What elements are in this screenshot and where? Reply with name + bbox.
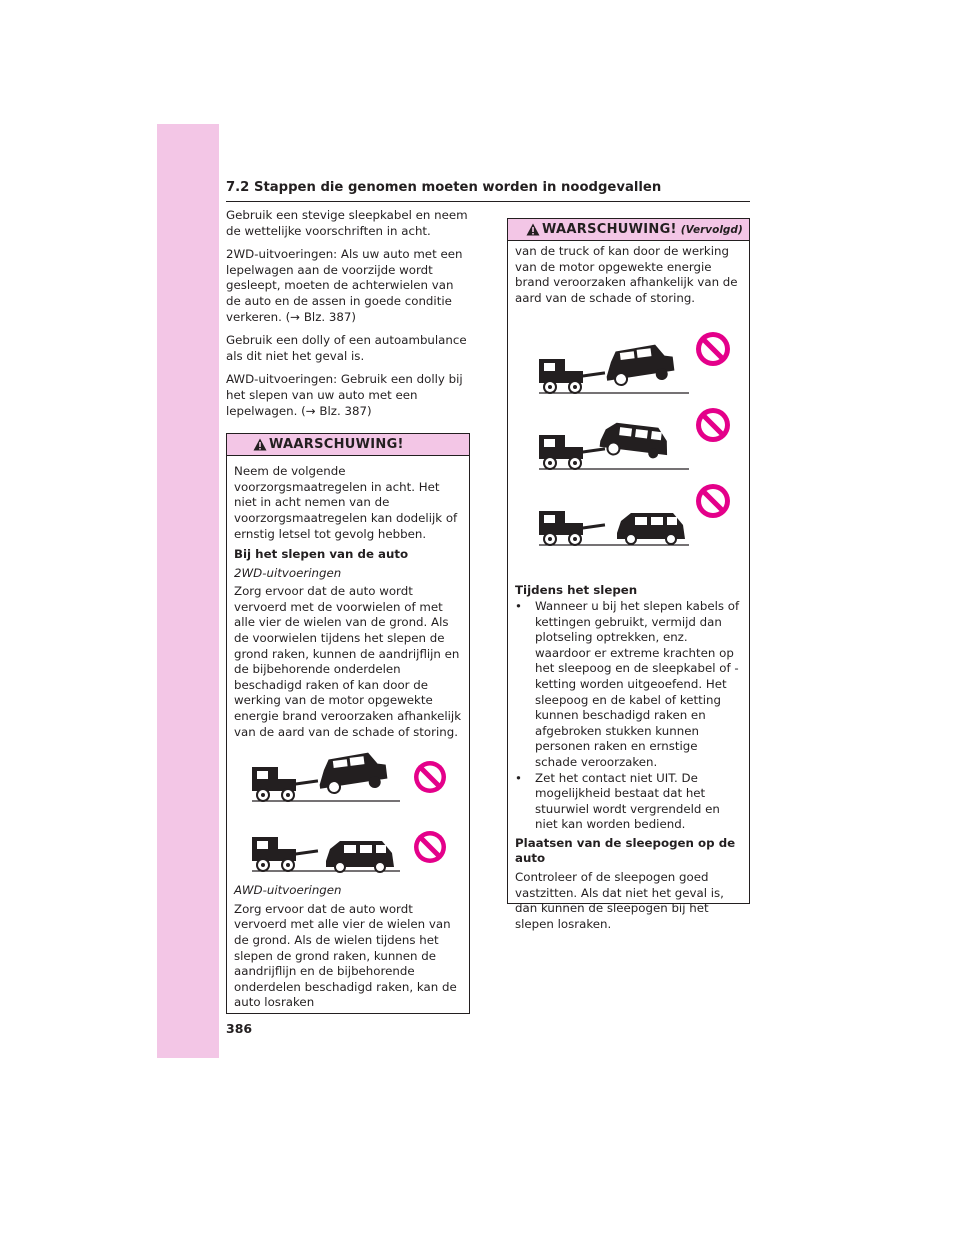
warning-body xyxy=(227,456,469,1020)
subheading-during-towing: Tijdens het slepen xyxy=(515,583,638,598)
subheading-towing-hooks: Plaatsen van de sleepogen op de auto xyxy=(515,835,736,866)
tow-truck-illustration-awd xyxy=(515,309,744,583)
text-awd: Zorg ervoor dat de auto wordt vervoerd met alle vier de wielen van de grond. Als de wielen tijdens het slepen de grond raken, kunnen de aandrijflijn en de bijbehorende onderdelen beschadigd raken, kan de auto losraken xyxy=(234,901,457,1010)
warning-title: WAARSCHUWING! xyxy=(269,437,404,453)
paragraph-2wd: 2WD-uitvoeringen: Als uw auto met een lepelwagen aan de voorzijde wordt gesleept, moeten de achterwielen van de auto en de assen in goede conditie verkeren. (→ Blz. 387) xyxy=(226,247,463,324)
left-column xyxy=(226,208,470,1014)
warning-continuation-text: van de truck of kan door de werking van de motor opgewekte energie brand veroorzaken afhankelijk van de aard van de schade of storing. xyxy=(515,244,738,305)
warning-intro: Neem de volgende voorzorgsmaatregelen in acht. Het niet in acht nemen van de voorzorgsmaatregelen kan dodelijk of ernstig letsel tot gevolg hebben. xyxy=(234,464,458,541)
figure-awd-prohibited xyxy=(515,309,742,583)
warning-box-continued xyxy=(507,218,750,931)
bullet-text: Wanneer u bij het slepen kabels of kettingen gebruikt, vermijd dan plotseling optrekken, enz. waardoor er extreme krachten op het sleepoog en de sleepkabel of -ketting worden uitgeoefend. Het sleepoog en de kabel of ketting kunnen beschadigd raken en afgebroken stukken kunnen personen raken en ernstige schade veroorzaken. xyxy=(535,598,740,769)
subheading-towing-vehicle: Bij het slepen van de auto xyxy=(234,547,409,562)
label-2wd: 2WD-uitvoeringen xyxy=(234,565,342,580)
list-item: • Wanneer u bij het slepen kabels of kettingen gebruikt, vermijd dan plotseling optrekken, enz. waardoor er extreme krachten op het sleepoog en de sleepkabel of -ketting worden uitgeoefend. Het sleepoog en de kabel of ketting kunnen beschadigd raken en afgebroken stukken kunnen personen raken en ernstige schade veroorzaken. xyxy=(515,599,742,771)
text-2wd: Zorg ervoor dat de auto wordt vervoerd met de voorwielen of met alle vier de wielen van de grond. Als de voorwielen tijdens het slepen de grond raken, kunnen de aandrijflijn en de bijbehorende onderdelen beschadigd raken of kan door de werking van de motor opgewekte energie brand veroorzaken afhankelijk van de aard van de schade of storing. xyxy=(234,584,462,739)
paragraph-dolly: Gebruik een dolly of een autoambulance als dit niet het geval is. xyxy=(226,333,467,363)
page-number: 386 xyxy=(226,1021,253,1036)
chapter-side-tab xyxy=(157,124,219,1058)
warning-triangle-icon xyxy=(253,438,267,451)
right-column xyxy=(507,218,750,931)
paragraph-awd: AWD-uitvoeringen: Gebruik een dolly bij het slepen van uw auto met een lepelwagen. (→ Blz. 387) xyxy=(226,372,463,418)
warning-continued-label: (Vervolgd) xyxy=(680,223,743,236)
warning-title-continued: WAARSCHUWING! xyxy=(542,222,677,237)
warning-header-continued xyxy=(508,219,749,241)
warning-box xyxy=(226,433,470,1014)
section-header: 7.2 Stappen die genomen moeten worden in noodgevallen xyxy=(226,180,750,202)
paragraph-tow-cable: Gebruik een stevige sleepkabel en neem de wettelijke voorschriften in acht. xyxy=(226,208,468,238)
bullet-text: Zet het contact niet UIT. De mogelijkheid bestaat dat het stuurwiel wordt vergrendeld en niet kan worden bediend. xyxy=(535,770,720,832)
figure-2wd-prohibited xyxy=(234,743,462,883)
tow-truck-illustration-2wd xyxy=(234,743,464,883)
warning-body-continued xyxy=(508,241,749,941)
list-item: • Zet het contact niet UIT. De mogelijkheid bestaat dat het stuurwiel wordt vergrendeld en niet kan worden bediend. xyxy=(515,771,742,833)
label-awd: AWD-uitvoeringen xyxy=(234,883,342,898)
warning-triangle-icon xyxy=(526,223,540,236)
text-towing-hooks: Controleer of de sleepogen goed vastzitten. Als dat niet het geval is, dan kunnen de sleepogen bij het slepen losraken. xyxy=(515,870,724,931)
warning-header xyxy=(227,434,469,456)
